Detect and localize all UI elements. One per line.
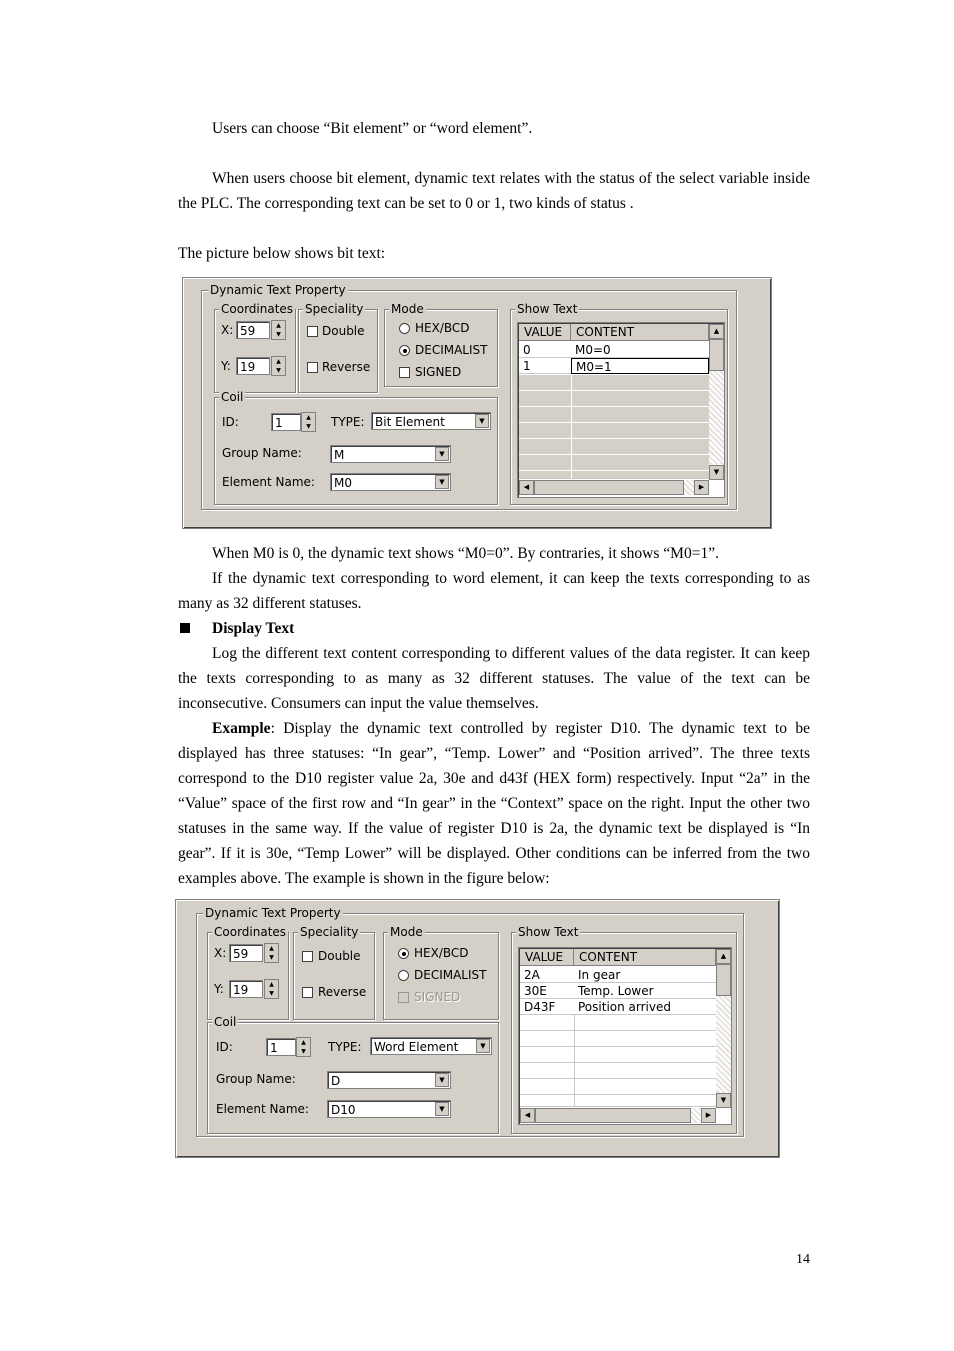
y-input[interactable]: 19: [236, 357, 270, 375]
empty-rows-content: [572, 375, 709, 479]
y-spinner[interactable]: [264, 979, 279, 999]
type-select[interactable]: [371, 412, 491, 430]
horizontal-scrollbar[interactable]: [520, 1108, 716, 1123]
type-value: Word Element: [374, 1040, 459, 1054]
heading-display-text: Display Text: [212, 620, 295, 637]
spin-up-icon[interactable]: ▲: [276, 358, 281, 365]
dynamic-text-property-group: [201, 283, 737, 510]
signed-label: SIGNED: [415, 365, 462, 379]
table-cell-value[interactable]: 30E: [520, 983, 574, 999]
scroll-thumb[interactable]: [535, 1108, 691, 1123]
y-label: Y:: [221, 359, 231, 373]
x-spinner[interactable]: [271, 320, 286, 340]
group-title: Dynamic Text Property: [210, 283, 346, 297]
spin-down-icon[interactable]: ▼: [301, 1048, 306, 1055]
id-label: ID:: [216, 1040, 233, 1054]
element-name-select[interactable]: [327, 1100, 451, 1118]
x-input[interactable]: 59: [229, 944, 263, 962]
show-text-group: [511, 925, 737, 1134]
id-label: ID:: [222, 415, 239, 429]
id-input[interactable]: 1: [266, 1038, 296, 1056]
scroll-down-icon[interactable]: ▼: [716, 1093, 731, 1108]
spin-up-icon[interactable]: ▲: [301, 1039, 306, 1046]
table-cell-content[interactable]: Position arrived: [574, 999, 716, 1015]
paragraph-word-element: If the dynamic text corresponding to word element, it can keep the texts corresponding to as many as 32 different statuses.: [178, 570, 810, 612]
table-cell-value[interactable]: 2A: [520, 967, 574, 983]
id-spinner[interactable]: [296, 1037, 311, 1057]
empty-rows-content: [574, 1015, 716, 1107]
decimalist-radio[interactable]: [399, 345, 410, 356]
element-name-label: Element Name:: [216, 1102, 309, 1116]
column-header-content[interactable]: CONTENT: [574, 949, 716, 966]
spin-up-icon[interactable]: ▲: [276, 322, 281, 329]
vertical-scrollbar[interactable]: [709, 324, 724, 480]
y-label: Y:: [214, 982, 224, 996]
signed-checkbox[interactable]: [398, 992, 409, 1003]
coordinates-legend: Coordinates: [221, 302, 294, 316]
scroll-thumb[interactable]: [534, 480, 684, 495]
reverse-checkbox[interactable]: [307, 362, 318, 373]
hex-radio[interactable]: [398, 948, 409, 959]
empty-rows-value: [519, 375, 571, 479]
x-spinner[interactable]: [264, 943, 279, 963]
x-label: X:: [214, 946, 227, 960]
scroll-left-icon[interactable]: ◀: [520, 1108, 535, 1123]
coil-group: [207, 1015, 499, 1134]
scroll-right-icon[interactable]: ▶: [701, 1108, 716, 1123]
spin-up-icon[interactable]: ▲: [269, 945, 274, 952]
show-text-legend: Show Text: [517, 302, 578, 316]
signed-label: SIGNED: [414, 990, 461, 1004]
group-name-select[interactable]: [327, 1071, 451, 1089]
group-name-select[interactable]: [330, 445, 451, 463]
group-name-label: Group Name:: [222, 446, 302, 460]
bullet-square-icon: [180, 623, 190, 633]
speciality-legend: Speciality: [300, 925, 359, 939]
table-cell-content[interactable]: M0=0: [571, 342, 709, 358]
dynamic-text-dialog-bit: [182, 277, 772, 529]
dynamic-text-dialog-word: [175, 899, 780, 1158]
scroll-right-icon[interactable]: ▶: [694, 480, 709, 495]
decimalist-label: DECIMALIST: [415, 343, 488, 357]
scroll-up-icon[interactable]: ▲: [709, 324, 724, 339]
empty-rows-value: [520, 1015, 574, 1107]
scroll-up-icon[interactable]: ▲: [716, 949, 731, 964]
mode-group: [383, 925, 499, 1020]
group-title: Dynamic Text Property: [205, 906, 341, 920]
paragraph-m0-status: When M0 is 0, the dynamic text shows “M0=0”. By contraries, it shows “M0=1”.: [212, 545, 719, 562]
type-label: TYPE:: [328, 1040, 362, 1054]
table-cell-value[interactable]: D43F: [520, 999, 574, 1015]
reverse-label: Reverse: [318, 985, 367, 999]
table-cell-value[interactable]: 1: [519, 358, 571, 374]
mode-legend: Mode: [390, 925, 423, 939]
table-cell-content[interactable]: In gear: [574, 967, 716, 983]
signed-checkbox[interactable]: [399, 367, 410, 378]
element-name-label: Element Name:: [222, 475, 315, 489]
spin-down-icon[interactable]: ▼: [276, 331, 281, 338]
spin-down-icon[interactable]: ▼: [269, 990, 274, 997]
x-label: X:: [221, 323, 234, 337]
hex-label: HEX/BCD: [414, 946, 469, 960]
speciality-legend: Speciality: [305, 302, 364, 316]
chevron-down-icon[interactable]: ▼: [435, 447, 449, 461]
type-label: TYPE:: [331, 415, 365, 429]
dynamic-text-property-group: [196, 906, 744, 1137]
chevron-down-icon[interactable]: ▼: [435, 475, 449, 489]
reverse-checkbox[interactable]: [302, 987, 313, 998]
group-name-label: Group Name:: [216, 1072, 296, 1086]
spin-up-icon[interactable]: ▲: [306, 414, 311, 421]
element-name-select[interactable]: [330, 473, 451, 491]
type-value: Bit Element: [375, 415, 445, 429]
group-name-value: D: [331, 1074, 341, 1088]
show-text-table[interactable]: [518, 947, 732, 1125]
mode-legend: Mode: [391, 302, 424, 316]
decimalist-label: DECIMALIST: [414, 968, 487, 982]
y-spinner[interactable]: [271, 356, 286, 376]
type-select[interactable]: [370, 1037, 492, 1055]
paragraph-example: [178, 716, 810, 891]
coil-legend: Coil: [214, 1015, 237, 1029]
spin-down-icon[interactable]: ▼: [306, 423, 311, 430]
coil-legend: Coil: [221, 390, 244, 404]
speciality-group: [293, 925, 375, 1020]
page-number: 14: [796, 1252, 810, 1267]
vertical-scrollbar[interactable]: [716, 949, 731, 1108]
spin-down-icon[interactable]: ▼: [269, 954, 274, 961]
hex-radio[interactable]: [399, 323, 410, 334]
column-header-value[interactable]: VALUE: [519, 324, 571, 341]
paragraph-display-text: Log the different text content corresponding to different values of the data register. It can keep the texts corresponding to as many as 32 different statuses. The value of the text can be inconsecutive. Consumers can input the value themselves.: [178, 645, 810, 712]
example-label: Example: [212, 720, 271, 737]
chevron-down-icon[interactable]: ▼: [435, 1102, 449, 1116]
chevron-down-icon[interactable]: ▼: [435, 1073, 449, 1087]
scroll-down-icon[interactable]: ▼: [709, 465, 724, 480]
paragraph-element-choice: Users can choose “Bit element” or “word element”.: [212, 120, 533, 137]
coordinates-group: [207, 925, 289, 1020]
id-input[interactable]: 1: [271, 413, 301, 431]
mode-group: [384, 302, 498, 387]
double-checkbox[interactable]: [302, 951, 313, 962]
show-text-legend: Show Text: [518, 925, 579, 939]
coil-group: [214, 390, 498, 505]
example-text: : Display the dynamic text controlled by register D10. The dynamic text to be displayed has three statuses: “In gear”, “Temp. Lower” and “Position arrived”. The three texts correspond to the D10 register value 2a, 30e and d43f (HEX form) respectively. Input “2a” in the “Value” space of the first row and “In gear” in the “Context” space on the right. Input the other two statuses in the same way. If the value of register D10 is 2a, the dynamic text be displayed is “In gear”. If it is 30e, “Temp Lower” will be displayed. Other conditions can be inferred from the two examples above. The example is shown in the figure below:: [178, 720, 810, 887]
coordinates-group: [214, 302, 296, 393]
double-checkbox[interactable]: [307, 326, 318, 337]
show-text-table[interactable]: [517, 322, 725, 498]
double-label: Double: [318, 949, 361, 963]
id-spinner[interactable]: [301, 412, 316, 432]
chevron-down-icon[interactable]: ▼: [476, 1039, 490, 1053]
speciality-group: [298, 302, 378, 393]
group-name-value: M: [334, 448, 345, 462]
spin-up-icon[interactable]: ▲: [269, 981, 274, 988]
element-name-value: M0: [334, 476, 352, 490]
reverse-label: Reverse: [322, 360, 371, 374]
paragraph-bit-element: When users choose bit element, dynamic text relates with the status of the select variable inside the PLC. The corresponding text can be set to 0 or 1, two kinds of status .: [178, 170, 810, 212]
table-cell-value[interactable]: 0: [519, 342, 571, 358]
table-cell-content[interactable]: Temp. Lower: [574, 983, 716, 999]
element-name-value: D10: [331, 1103, 356, 1117]
horizontal-scrollbar[interactable]: [519, 480, 709, 495]
hex-label: HEX/BCD: [415, 321, 470, 335]
column-header-content[interactable]: CONTENT: [571, 324, 709, 341]
chevron-down-icon[interactable]: ▼: [475, 414, 489, 428]
x-input[interactable]: 59: [236, 321, 270, 339]
column-header-value[interactable]: VALUE: [520, 949, 574, 966]
show-text-group: [510, 302, 728, 505]
table-cell-content-editing[interactable]: M0=1: [571, 358, 709, 374]
spin-down-icon[interactable]: ▼: [276, 367, 281, 374]
double-label: Double: [322, 324, 365, 338]
y-input[interactable]: 19: [229, 980, 263, 998]
scroll-thumb[interactable]: [716, 964, 731, 996]
scroll-thumb[interactable]: [709, 339, 724, 371]
coordinates-legend: Coordinates: [214, 925, 287, 939]
decimalist-radio[interactable]: [398, 970, 409, 981]
paragraph-bit-text-intro: The picture below shows bit text:: [178, 245, 386, 262]
scroll-left-icon[interactable]: ◀: [519, 480, 534, 495]
